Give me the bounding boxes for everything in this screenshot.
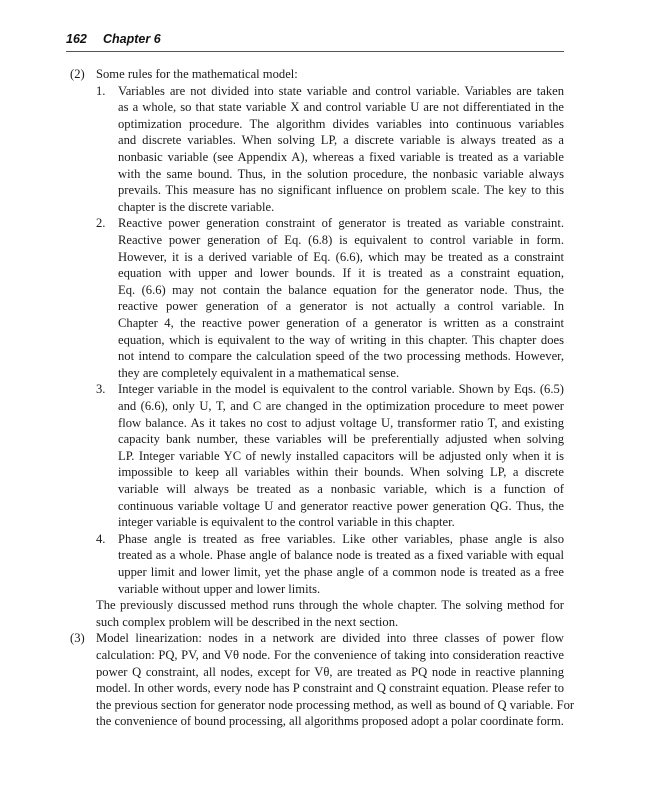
text-line: as a whole, so that state variable X and control variable U are not differentiated in the bbox=[118, 100, 564, 115]
text-line: reactive power generation of a generator is not actually a control variable. In bbox=[118, 299, 564, 314]
list-label: (3) bbox=[70, 631, 85, 646]
text-line: the previous section for generator node processing method, as well as bound of Q variable. For bbox=[96, 697, 575, 712]
text-line: However, it is a derived variable of Eq. (6.6), which may be treated as a constraint bbox=[118, 249, 564, 264]
text-line: and (6.6), only U, T, and C are changed in the optimization procedure to meet power bbox=[118, 399, 564, 413]
running-header bbox=[66, 31, 564, 52]
text-line: equation with upper and lower bounds. If it is treated as a constraint equation, bbox=[118, 266, 564, 281]
list-label: 4. bbox=[96, 531, 106, 546]
text-line: capacity bank number, these variables will be preferentially adjusted when solving bbox=[118, 432, 564, 447]
text-line: with the same bound. Thus, in the solution procedure, the nonbasic variable always bbox=[118, 166, 564, 181]
text-line: treated as a whole. Phase angle of balance node is treated as a fixed variable with equal bbox=[118, 548, 564, 563]
chapter-title: Chapter 6 bbox=[103, 32, 161, 46]
text-line: optimization procedure. The algorithm divides variables into continuous variables bbox=[118, 116, 564, 131]
text-line: and discrete variables. When solving LP, a discrete variable is always treated as a bbox=[118, 133, 564, 148]
text-line: Some rules for the mathematical model: bbox=[96, 67, 298, 81]
text-line: Reactive power generation constraint of generator is treated as variable constraint. bbox=[118, 216, 564, 231]
list-label: 3. bbox=[96, 382, 106, 397]
text-line: Eq. (6.6) may not contain the balance equation for the generator node. Thus, the bbox=[118, 282, 564, 297]
text-line: chapter is the discrete variable. bbox=[118, 199, 275, 214]
text-line: variable without upper and lower limits. bbox=[118, 581, 321, 596]
text-line: Chapter 4, the reactive power generation of a generator is written as a constraint bbox=[118, 316, 564, 330]
text-line: integer variable is equivalent to the control variable in this chapter. bbox=[118, 515, 455, 530]
text-line: they are completely equivalent in a mathematical sense. bbox=[118, 365, 400, 380]
text-line: Reactive power generation of Eq. (6.8) is equivalent to control variable in form. bbox=[118, 233, 564, 247]
text-line: nonbasic variable (see Appendix A), whereas a fixed variable is treated as a variable bbox=[118, 150, 564, 164]
text-line: upper limit and lower limit, yet the phase angle of a common node is treated as a free bbox=[118, 565, 564, 579]
list-label: 2. bbox=[96, 216, 106, 231]
text-line: LP. Integer variable YC of newly installed capacitors will be adjusted only when it is bbox=[118, 448, 564, 463]
list-label: (2) bbox=[70, 67, 85, 81]
text-line: equation, which is equivalent to the way of writing in this chapter. This chapter does bbox=[118, 332, 564, 347]
text-line: The previously discussed method runs through the whole chapter. The solving method for bbox=[96, 598, 564, 613]
text-line: Phase angle is treated as free variables. Like other variables, phase angle is also bbox=[118, 531, 564, 546]
text-line: calculation: PQ, PV, and Vθ node. For the convenience of taking into consideration reactive bbox=[96, 648, 564, 662]
text-line: Integer variable in the model is equivalent to the control variable. Shown by Eqs. (6.5) bbox=[118, 382, 564, 397]
text-line: such complex problem will be described in the next section. bbox=[96, 614, 399, 629]
text-line: flow balance. As it takes no cost to adjust voltage U, transformer ratio T, and existing bbox=[118, 415, 564, 430]
text-line: continuous variable voltage U and generator reactive power generation QG. Thus, the bbox=[118, 498, 564, 513]
text-line: Variables are not divided into state variable and control variable. Variables are taken bbox=[118, 83, 564, 98]
text-line: power Q constraint, all nodes, except for Vθ, are treated as PQ node in reactive planning bbox=[96, 664, 564, 679]
text-line: model. In other words, every node has P constraint and Q constraint equation. Please refer to bbox=[96, 681, 564, 696]
text-line: variable will always be treated as a nonbasic variable, which is a function of bbox=[118, 482, 564, 496]
text-line: impossible to keep all variables within their bounds. When solving LP, a discrete bbox=[118, 465, 564, 480]
text-line: the convenience of bound processing, all algorithms proposed adopt a polar coordinate form. bbox=[96, 714, 564, 729]
page-number: 162 bbox=[66, 32, 87, 46]
text-line: not intend to compare the calculation speed of the two processing methods. However, bbox=[118, 349, 564, 364]
list-label: 1. bbox=[96, 83, 106, 98]
text-line: Model linearization: nodes in a network are divided into three classes of power flow bbox=[96, 631, 564, 646]
text-line: prevails. This measure has no significant influence on problem scale. The key to this bbox=[118, 183, 564, 198]
